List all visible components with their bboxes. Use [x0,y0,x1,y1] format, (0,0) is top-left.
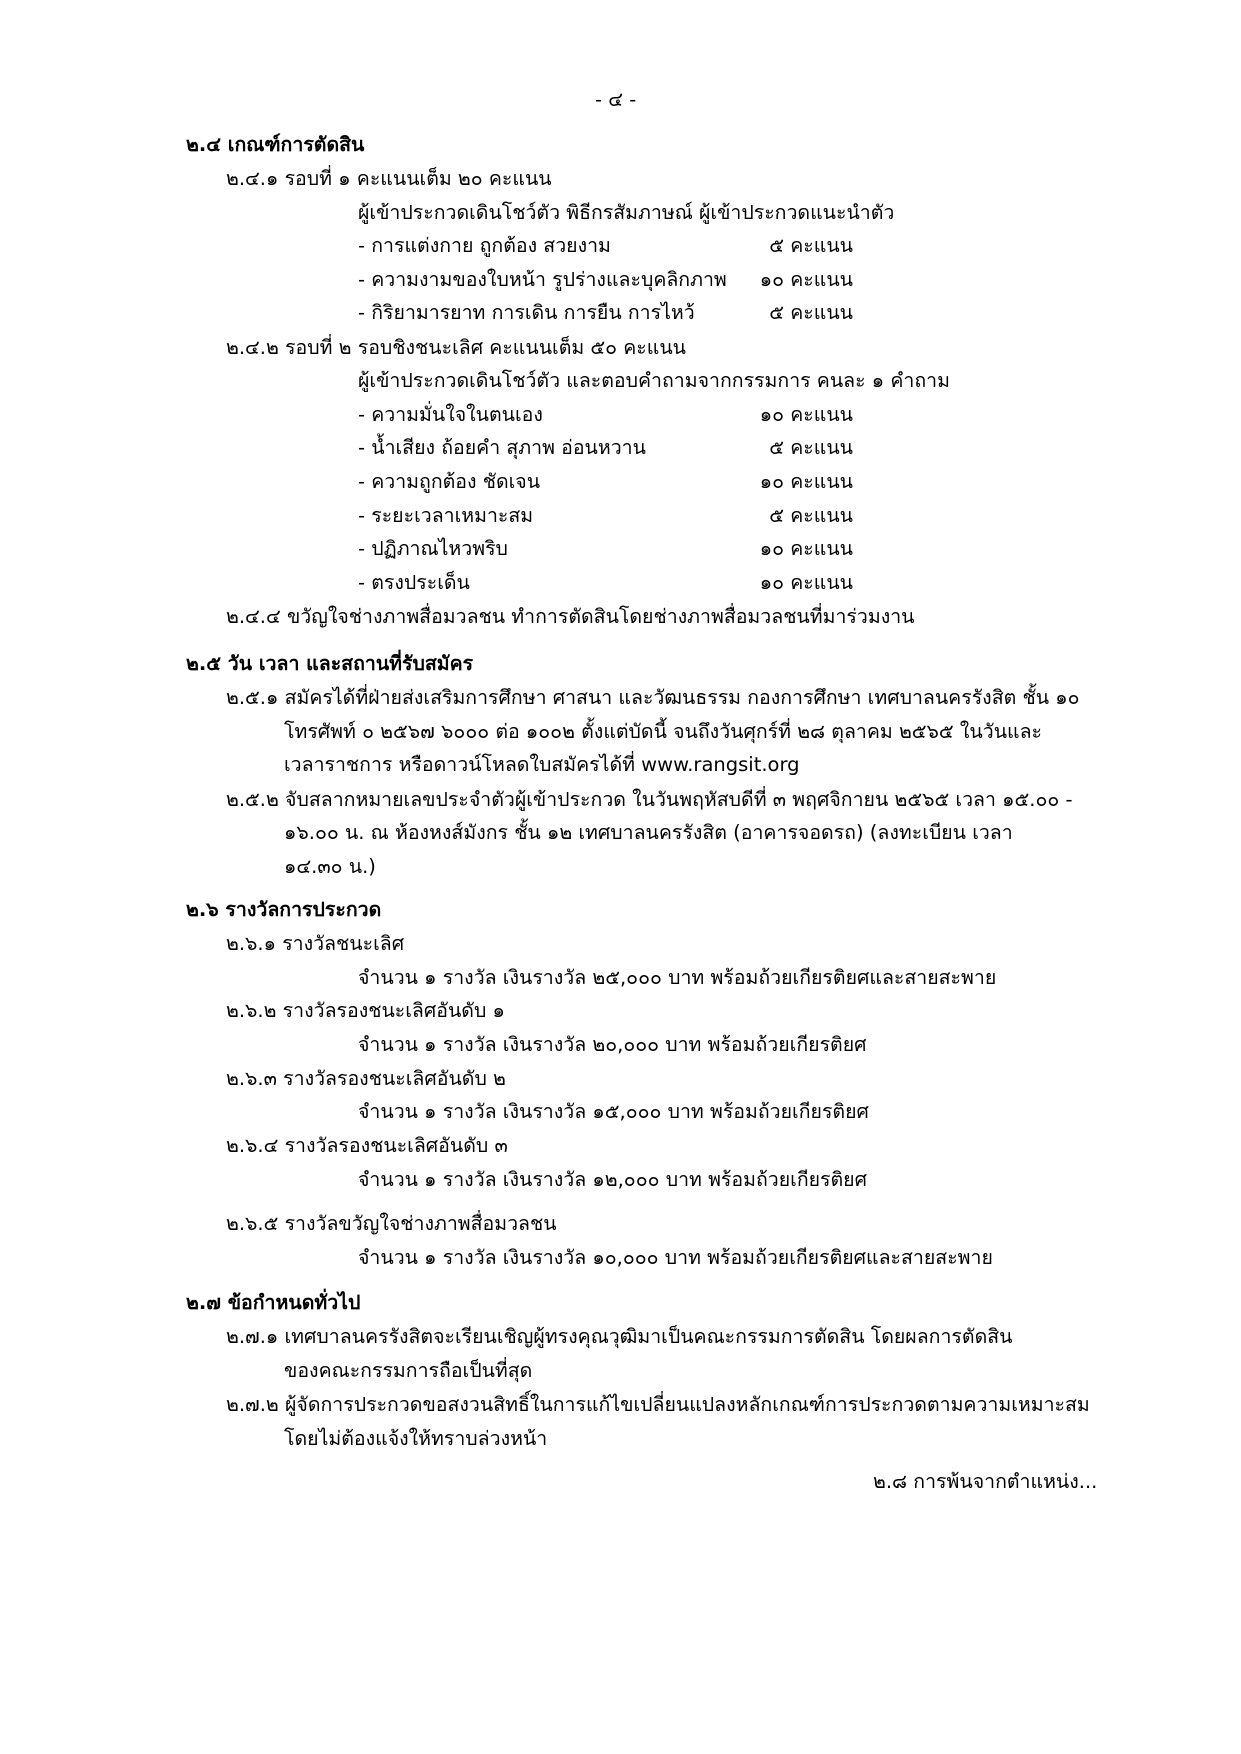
criteria-label: - ความถูกต้อง ชัดเจน [358,470,541,493]
criteria-points: ๕ คะแนน [769,234,853,257]
criteria-points: ๑๐ คะแนน [759,268,853,291]
criteria-label: - ปฏิภาณไหวพริบ [358,537,508,560]
criteria-points: ๑๐ คะแนน [759,571,853,594]
criteria-label: - กิริยามารยาท การเดิน การยืน การไหว้ [358,301,695,324]
round-1-description: ผู้เข้าประกวดเดินโชว์ตัว พิธีกรสัมภาษณ์ ผู้เข้าประกวดแนะนำตัว [358,201,895,224]
paragraph-line: ของคณะกรรมการถือเป็นที่สุด [284,1359,533,1382]
award-detail: จำนวน ๑ รางวัล เงินรางวัล ๑๐,๐๐๐ บาท พร้อมถ้วยเกียรติยศและสายสะพาย [358,1246,993,1269]
paragraph-line: ๑๔.๓๐ น.) [284,855,376,878]
page-number: - ๔ - [595,88,637,111]
criteria-points: ๑๐ คะแนน [759,470,853,493]
paragraph-line: เวลาราชการ หรือดาวน์โหลดใบสมัครได้ที่ www.rangsit.org [284,753,800,776]
criteria-label: - น้ำเสียง ถ้อยคำ สุภาพ อ่อนหวาน [358,436,646,459]
criteria-points: ๕ คะแนน [769,504,853,527]
section-heading-2-4: ๒.๔ เกณฑ์การตัดสิน [186,133,365,156]
section-heading-2-5: ๒.๕ วัน เวลา และสถานที่รับสมัคร [186,652,474,675]
paragraph-line: ๒.๕.๒ จับสลากหมายเลขประจำตัวผู้เข้าประกวด ในวันพฤหัสบดีที่ ๓ พฤศจิกายน ๒๕๖๕ เวลา ๑๕.๐๐ - [226,788,1073,811]
award-title: ๒.๖.๒ รางวัลรองชนะเลิศอันดับ ๑ [226,999,505,1022]
criteria-label: - ความงามของใบหน้า รูปร่างและบุคลิกภาพ [358,268,727,291]
award-title: ๒.๖.๔ รางวัลรองชนะเลิศอันดับ ๓ [226,1134,508,1157]
criteria-points: ๕ คะแนน [769,301,853,324]
award-detail: จำนวน ๑ รางวัล เงินรางวัล ๑๕,๐๐๐ บาท พร้อมถ้วยเกียรติยศ [358,1100,869,1123]
award-detail: จำนวน ๑ รางวัล เงินรางวัล ๒๕,๐๐๐ บาท พร้อมถ้วยเกียรติยศและสายสะพาย [358,966,997,989]
criteria-points: ๕ คะแนน [769,436,853,459]
round-1-title: ๒.๔.๑ รอบที่ ๑ คะแนนเต็ม ๒๐ คะแนน [226,167,552,190]
paragraph-line: โดยไม่ต้องแจ้งให้ทราบล่วงหน้า [284,1427,548,1450]
award-title: ๒.๖.๑ รางวัลชนะเลิศ [226,932,405,955]
paragraph-line: ๒.๗.๑ เทศบาลนครรังสิตจะเรียนเชิญผู้ทรงคุณวุฒิมาเป็นคณะกรรมการตัดสิน โดยผลการตัดสิน [226,1325,1013,1348]
award-detail: จำนวน ๑ รางวัล เงินรางวัล ๑๒,๐๐๐ บาท พร้อมถ้วยเกียรติยศ [358,1168,867,1191]
criteria-points: ๑๐ คะแนน [759,403,853,426]
round-2-title: ๒.๔.๒ รอบที่ ๒ รอบชิงชนะเลิศ คะแนนเต็ม ๕๐ คะแนน [226,336,687,359]
round-2-description: ผู้เข้าประกวดเดินโชว์ตัว และตอบคำถามจากกรรมการ คนละ ๑ คำถาม [358,369,950,392]
paragraph-line: โทรศัพท์ ๐ ๒๕๖๗ ๖๐๐๐ ต่อ ๑๐๐๒ ตั้งแต่บัดนี้ จนถึงวันศุกร์ที่ ๒๘ ตุลาคม ๒๕๖๕ ในวันและ [284,720,1043,743]
paragraph-line: ๒.๗.๒ ผู้จัดการประกวดขอสงวนสิทธิ์ในการแก้ไขเปลี่ยนแปลงหลักเกณฑ์การประกวดตามความเหมาะสม [226,1393,1090,1416]
criteria-points: ๑๐ คะแนน [759,537,853,560]
award-title: ๒.๖.๓ รางวัลรองชนะเลิศอันดับ ๒ [226,1067,506,1090]
criteria-label: - ระยะเวลาเหมาะสม [358,504,534,527]
criteria-label: - ความมั่นใจในตนเอง [358,403,543,426]
criteria-label: - การแต่งกาย ถูกต้อง สวยงาม [358,234,611,257]
criteria-label: - ตรงประเด็น [358,571,470,594]
paragraph-line: ๑๖.๐๐ น. ณ ห้องหงส์มังกร ชั้น ๑๒ เทศบาลนครรังสิต (อาคารจอดรถ) (ลงทะเบียน เวลา [284,821,1013,844]
section-heading-2-6: ๒.๖ รางวัลการประกวด [186,898,382,921]
award-title: ๒.๖.๕ รางวัลขวัญใจช่างภาพสื่อมวลชน [226,1212,557,1235]
award-detail: จำนวน ๑ รางวัล เงินรางวัล ๒๐,๐๐๐ บาท พร้อมถ้วยเกียรติยศ [358,1033,867,1056]
paragraph-line: ๒.๕.๑ สมัครได้ที่ฝ่ายส่งเสริมการศึกษา ศาสนา และวัฒนธรรม กองการศึกษา เทศบาลนครรังสิต ชั้น ๑๐ [226,686,1080,709]
round-4-text: ๒.๔.๔ ขวัญใจช่างภาพสื่อมวลชน ทำการตัดสินโดยช่างภาพสื่อมวลชนที่มาร่วมงาน [226,605,915,628]
section-heading-2-7: ๒.๗ ข้อกำหนดทั่วไป [186,1291,361,1314]
continuation-text: ๒.๘ การพ้นจากตำแหน่ง... [873,1470,1098,1493]
